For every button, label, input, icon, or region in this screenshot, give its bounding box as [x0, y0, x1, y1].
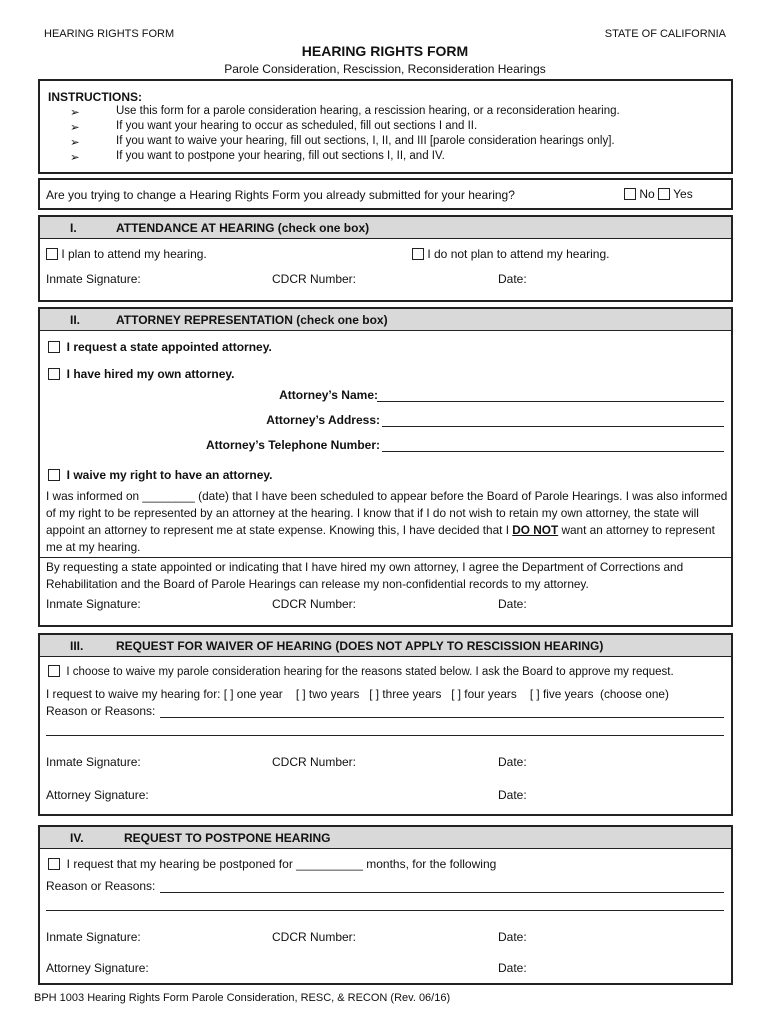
section-2-header — [40, 309, 731, 331]
section-1 — [38, 215, 733, 302]
page-title: HEARING RIGHTS FORM — [301, 43, 469, 59]
date-label: Date: — [498, 930, 527, 944]
section-4 — [38, 825, 733, 985]
bullet-icon: ➢ — [70, 137, 80, 149]
attorney-name-label: Attorney’s Name: — [279, 388, 378, 402]
date-label: Date: — [498, 597, 527, 611]
section-2-number: II. — [70, 313, 81, 327]
instruction-item: If you want to postpone your hearing, fill out sections I, II, and IV. — [116, 150, 445, 162]
reason-label: Reason or Reasons: — [46, 879, 156, 893]
waive-hearing-checkbox[interactable] — [48, 665, 60, 677]
section-3 — [38, 633, 733, 816]
instruction-item: If you want to waive your hearing, fill out sections, I, II, and III [parole consideration hearings only]. — [116, 135, 615, 147]
change-no-label: No — [639, 187, 655, 201]
section-2-title: ATTORNEY REPRESENTATION (check one box) — [116, 313, 388, 327]
postpone-checkbox[interactable] — [48, 858, 60, 870]
inmate-signature-label: Inmate Signature: — [46, 272, 141, 286]
form-footer: BPH 1003 Hearing Rights Form Parole Consideration, RESC, & RECON (Rev. 06/16) — [34, 992, 451, 1004]
state-attorney-label: I request a state appointed attorney. — [66, 340, 272, 354]
cdcr-number-label: CDCR Number: — [272, 755, 357, 769]
reason-field[interactable] — [160, 717, 724, 718]
waive-hearing-label: I choose to waive my parole consideration hearing for the reasons stated below. I ask the Board to approve my request. — [66, 666, 674, 678]
cdcr-number-label: CDCR Number: — [272, 597, 357, 611]
hired-attorney-checkbox[interactable] — [48, 368, 60, 380]
not-attend-label: I do not plan to attend my hearing. — [427, 247, 610, 261]
section-1-number: I. — [70, 221, 77, 235]
reason-field-line-2[interactable] — [46, 735, 724, 736]
section-2 — [38, 307, 733, 627]
page-subtitle: Parole Consideration, Rescission, Reconsideration Hearings — [224, 62, 546, 76]
change-yes-label: Yes — [673, 187, 693, 201]
attend-label: I plan to attend my hearing. — [61, 247, 207, 261]
section-3-title: REQUEST FOR WAIVER OF HEARING (DOES NOT APPLY TO RESCISSION HEARING) — [116, 639, 604, 653]
do-not-emphasis: DO NOT — [512, 523, 559, 537]
date-label: Date: — [498, 961, 527, 975]
attorney-signature-label: Attorney Signature: — [46, 788, 149, 802]
postpone-label: I request that my hearing be postponed for __________ months, for the following — [66, 857, 497, 871]
attorney-address-label: Attorney’s Address: — [266, 413, 380, 427]
instruction-item: If you want your hearing to occur as scheduled, fill out sections I and II. — [116, 120, 478, 132]
change-no-checkbox[interactable] — [624, 188, 636, 200]
form-header-right: STATE OF CALIFORNIA — [604, 28, 726, 40]
inmate-signature-label: Inmate Signature: — [46, 597, 141, 611]
inmate-signature-label: Inmate Signature: — [46, 930, 141, 944]
attorney-name-field[interactable] — [377, 401, 724, 402]
cdcr-number-label: CDCR Number: — [272, 930, 357, 944]
section-2-divider — [40, 557, 731, 558]
change-question-box — [38, 178, 733, 210]
waive-text-part-1: I was informed on ________ (date) that I have been scheduled to appear before the Board of Parole Hearings. I was also informed of my right to be represented by an attorney at the hearing. I know that if I do not wish to retain my own attorney, the state will appoint an attorney to represent me at state expense. Knowing this, I have decided that I — [46, 489, 728, 537]
attorney-phone-field[interactable] — [382, 451, 724, 452]
section-4-number: IV. — [70, 831, 84, 845]
date-label: Date: — [498, 788, 527, 802]
change-question: Are you trying to change a Hearing Rights Form you already submitted for your hearing? — [46, 188, 515, 202]
section-4-title: REQUEST TO POSTPONE HEARING — [124, 831, 331, 845]
section-4-header — [40, 827, 731, 849]
attorney-phone-label: Attorney’s Telephone Number: — [205, 438, 380, 452]
release-records-text: By requesting a state appointed or indicating that I have hired my own attorney, I agree the Department of Corrections and Rehabilitation and the Board of Parole Hearings can release my non-confidential records to my attorney. — [46, 560, 684, 591]
bullet-icon: ➢ — [70, 152, 80, 164]
section-1-title: ATTENDANCE AT HEARING (check one box) — [116, 221, 370, 235]
waive-period-options: I request to waive my hearing for: [ ] one year [ ] two years [ ] three years [ ] four years [ ] five years (choose one) — [46, 687, 669, 701]
date-label: Date: — [498, 755, 527, 769]
attend-checkbox[interactable] — [46, 248, 58, 260]
change-yes-checkbox[interactable] — [658, 188, 670, 200]
cdcr-number-label: CDCR Number: — [272, 272, 357, 286]
instructions-box — [38, 79, 733, 174]
section-3-number: III. — [70, 639, 84, 653]
waive-attorney-checkbox[interactable] — [48, 469, 60, 481]
form-header-left: HEARING RIGHTS FORM — [44, 28, 175, 40]
instructions-heading: INSTRUCTIONS: — [48, 90, 142, 104]
reason-field-line-2[interactable] — [46, 910, 724, 911]
reason-field[interactable] — [160, 892, 724, 893]
inmate-signature-label: Inmate Signature: — [46, 755, 141, 769]
waive-text-part-2: want an attorney to represent me at my hearing. — [46, 523, 715, 554]
hired-attorney-label: I have hired my own attorney. — [66, 367, 235, 381]
waive-attorney-label: I waive my right to have an attorney. — [66, 468, 273, 482]
state-attorney-checkbox[interactable] — [48, 341, 60, 353]
waive-attorney-text — [46, 488, 728, 556]
section-1-header — [40, 217, 731, 239]
reason-label: Reason or Reasons: — [46, 704, 156, 718]
instruction-item: Use this form for a parole consideration hearing, a rescission hearing, or a reconsideration hearing. — [116, 105, 620, 117]
date-label: Date: — [498, 272, 527, 286]
not-attend-checkbox[interactable] — [412, 248, 424, 260]
section-3-header — [40, 635, 731, 657]
bullet-icon: ➢ — [70, 122, 80, 134]
bullet-icon: ➢ — [70, 107, 80, 119]
attorney-address-field[interactable] — [382, 426, 724, 427]
attorney-signature-label: Attorney Signature: — [46, 961, 149, 975]
